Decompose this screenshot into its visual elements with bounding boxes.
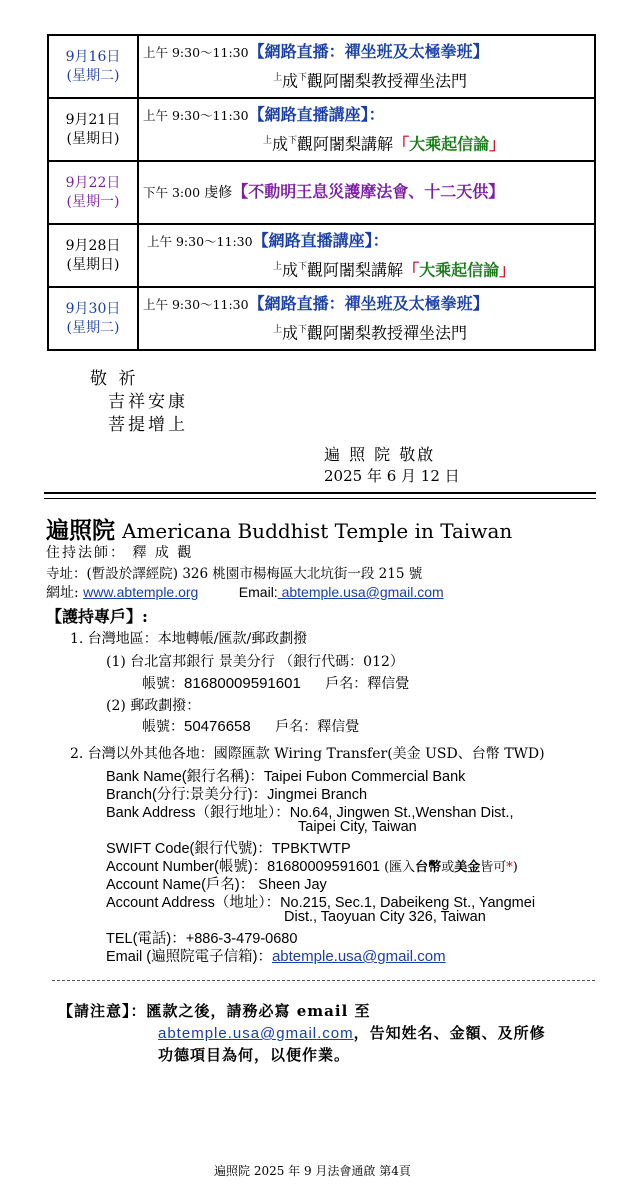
schedule-row — [48, 224, 595, 287]
divider — [44, 498, 596, 499]
intl-title: 2. 台灣以外其他各地：國際匯款 Wiring Transfer(美金 USD、台幣 TWD) — [70, 746, 545, 762]
event-cell: 上午 9:30～11:30【網路直播講座】： $^上$成$^下$觀阿闍梨講解「大乘起信論」 — [138, 224, 595, 287]
event-extra: 虔修 — [204, 184, 233, 201]
schedule-row — [48, 98, 595, 161]
abbot: 住持法師： 釋 成 觀 — [46, 545, 194, 561]
date-text: 9月16日 — [65, 48, 121, 65]
event-date — [48, 98, 138, 161]
schedule-row — [48, 287, 595, 350]
account-address-cont: Dist., Taoyuan City 326, Taiwan — [284, 909, 486, 925]
date-text: 9月30日 — [65, 300, 121, 317]
schedule-table — [47, 34, 596, 351]
schedule-row — [48, 161, 595, 224]
event-description: 觀阿闍梨教授禪坐法門 — [307, 323, 468, 343]
notice-line1: 【請注意】：匯款之後，請務必寫 email 至 — [58, 1002, 371, 1020]
notice-label: 【請注意】： — [58, 1002, 147, 1020]
event-time: 上午 9:30～11:30 — [143, 296, 249, 312]
account-number: Account Number(帳號)：81680009591601 (匯入台幣或美金皆可*) — [106, 859, 518, 875]
event-time: 上午 9:30～11:30 — [147, 233, 253, 249]
event-date — [48, 287, 138, 350]
event-title: 【網路直播講座】： — [252, 230, 389, 250]
temple-name-en: Americana Buddhist Temple in Taiwan — [122, 519, 513, 543]
weekday-text: (星期日) — [66, 130, 120, 147]
taiwan-title: 1. 台灣地區：本地轉帳/匯款/郵政劃撥 — [70, 631, 308, 647]
event-time: 下午 3:00 — [143, 184, 201, 200]
event-title: 【網路直播：禪坐班及太極拳班】 — [248, 293, 489, 313]
event-time: 上午 9:30～11:30 — [143, 44, 249, 60]
closing-line2: 吉祥安康 — [108, 392, 188, 412]
sutra-title: 大乘起信論 — [419, 260, 500, 280]
weekday-text: (星期日) — [66, 256, 120, 273]
weekday-text: (星期一) — [66, 193, 120, 210]
postal-title: (2) 郵政劃撥： — [106, 698, 201, 714]
event-description: 觀阿闍梨講解 — [307, 260, 404, 280]
event-date — [48, 161, 138, 224]
closing-line3: 菩提增上 — [108, 415, 188, 435]
event-cell — [138, 161, 595, 224]
event-time: 上午 9:30～11:30 — [143, 107, 249, 123]
notice-line2: abtemple.usa@gmail.com，告知姓名、金額、及所修 — [158, 1024, 546, 1042]
swift-code: SWIFT Code(銀行代號)：TPBKTWTP — [106, 841, 351, 857]
dashed-divider — [52, 980, 595, 981]
email-link[interactable]: abtemple.usa@gmail.com — [277, 584, 444, 600]
closing-line1: 敬 祈 — [90, 369, 139, 389]
event-title: 【不動明王息災護摩法會、十二天供】 — [232, 181, 505, 201]
account-name: Account Name(戶名)： Sheen Jay — [106, 877, 327, 893]
contact-line: 網址: www.abtemple.org Email: abtemple.usa@gmail.com — [46, 584, 444, 601]
event-title: 【網路直播講座】： — [248, 104, 385, 124]
bank-name: Bank Name(銀行名稱)：Taipei Fubon Commercial Bank — [106, 769, 466, 785]
website-link[interactable]: www.abtemple.org — [83, 584, 199, 600]
telephone: TEL(電話)：+886-3-479-0680 — [106, 931, 298, 947]
account-address: Account Address（地址）：No.215, Sec.1, Dabeikeng St., Yangmei — [106, 895, 536, 911]
event-description: 觀阿闍梨教授禪坐法門 — [307, 71, 468, 91]
temple-header — [46, 512, 512, 545]
weekday-text: (星期二) — [66, 319, 120, 336]
bank-address-cont: Taipei City, Taiwan — [298, 819, 417, 835]
event-title: 【網路直播：禪坐班及太極拳班】 — [248, 41, 489, 61]
event-date — [48, 224, 138, 287]
support-heading: 【護持專戶】: — [46, 607, 148, 626]
bank1-title: (1) 台北富邦銀行 景美分行 （銀行代碼：012） — [106, 654, 404, 670]
bank1-account: 帳號：81680009591601 戶名：釋信覺 — [142, 675, 410, 692]
notice-email-link[interactable]: abtemple.usa@gmail.com — [158, 1025, 354, 1042]
letter-date: 2025 年 6 月 12 日 — [324, 467, 460, 485]
page-footer: 遍照院 2025 年 9 月法會通啟 第4頁 — [214, 1164, 411, 1178]
bank-branch: Branch(分行:景美分行)：Jingmei Branch — [106, 787, 368, 803]
support-email-link[interactable]: abtemple.usa@gmail.com — [271, 948, 446, 965]
date-text: 9月28日 — [65, 237, 121, 254]
event-cell: 上午 9:30～11:30【網路直播：禪坐班及太極拳班】 $^上$成$^下$觀阿闍梨教授禪坐法門 — [138, 35, 595, 98]
postal-account: 帳號：50476658 戶名：釋信覺 — [142, 718, 360, 735]
temple-name-zh: 遍照院 — [46, 517, 115, 544]
event-date — [48, 35, 138, 98]
weekday-text: (星期二) — [66, 67, 120, 84]
notice-line3: 功德項目為何，以便作業。 — [158, 1046, 351, 1064]
date-text: 9月22日 — [65, 174, 121, 191]
date-text: 9月21日 — [65, 111, 121, 128]
signature: 遍 照 院 敬啟 — [324, 445, 436, 464]
support-email: Email (遍照院電子信箱)：abtemple.usa@gmail.com — [106, 948, 446, 965]
sutra-title: 大乘起信論 — [409, 134, 490, 154]
event-cell: 上午 9:30～11:30【網路直播講座】： $^上$成$^下$觀阿闍梨講解「大乘起信論」 — [138, 98, 595, 161]
divider — [44, 492, 596, 494]
event-description: 觀阿闍梨講解 — [297, 134, 394, 154]
event-cell: 上午 9:30～11:30【網路直播：禪坐班及太極拳班】 $^上$成$^下$觀阿闍梨教授禪坐法門 — [138, 287, 595, 350]
bank-address: Bank Address（銀行地址）：No.64, Jingwen St.,Wenshan Dist., — [106, 805, 514, 821]
schedule-row — [48, 35, 595, 98]
temple-address: 寺址：(暫設於譯經院) 326 桃園市楊梅區大北坑街一段 215 號 — [46, 566, 423, 582]
